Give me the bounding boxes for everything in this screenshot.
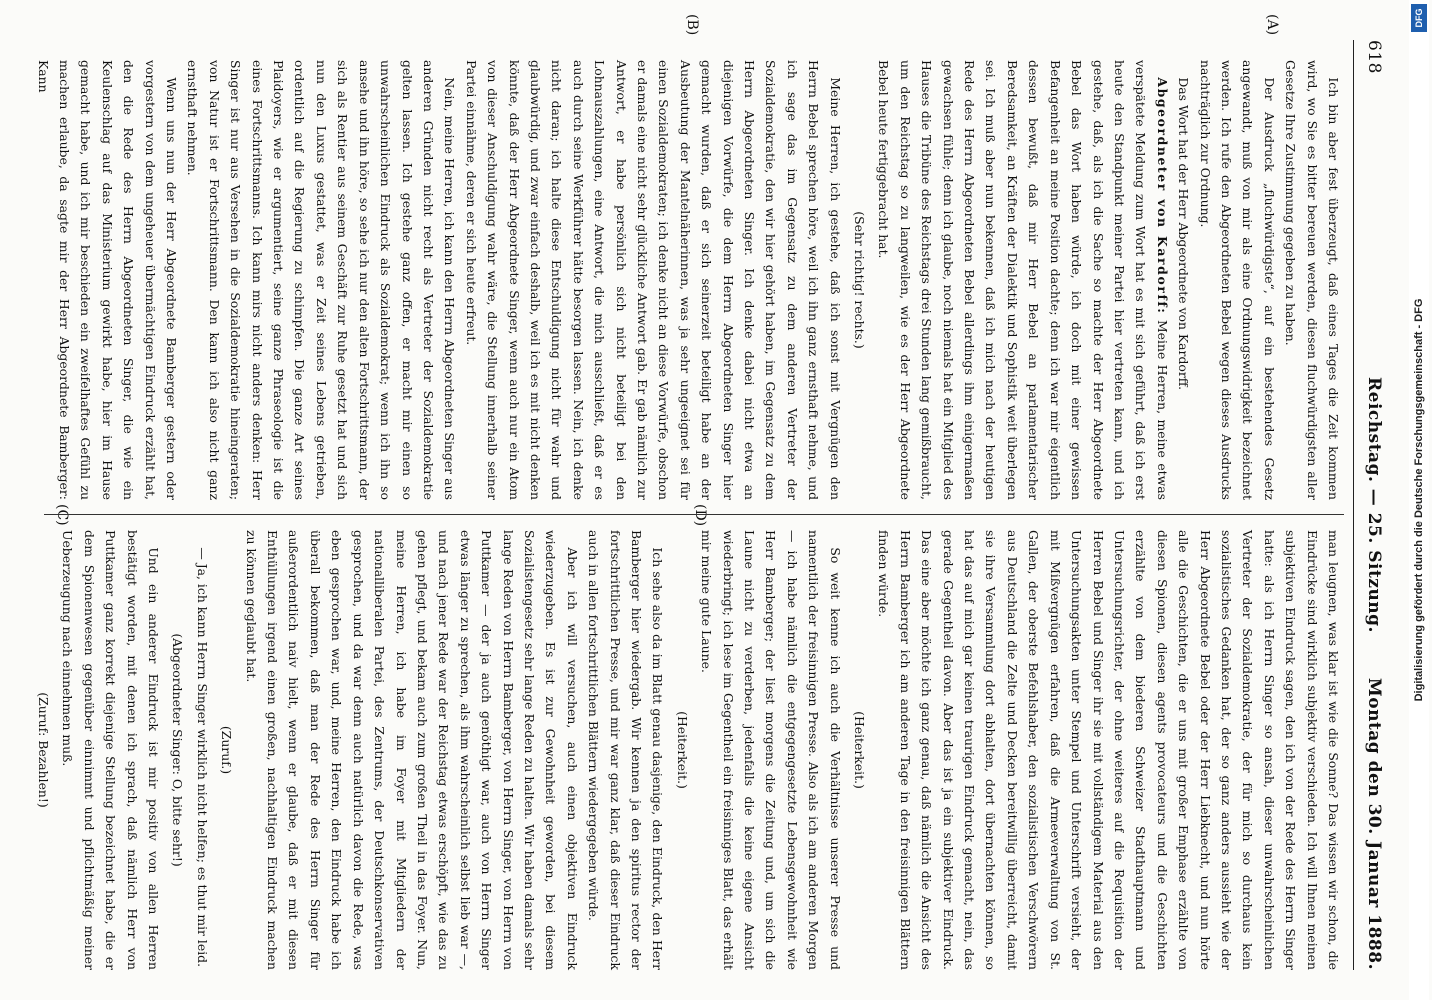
interjection: (Heiterkeit.) [852,711,868,789]
page-header [1353,40,1390,970]
speech-text: Meine Herren, meine etwas verspätete Meldung zum Wort hat es mit sich geführt, daß ich erst heute den Standpunkt meiner Partei hier vertreten kann, und ich gestehe, daß, als ich die Sache so machte der Herr Abgeordnete Bebel das Wort haben würde, ich doch mit einer gewissen Befangenheit an meine Position dachte; denn ich war mir eigentlich dessen bewußt, daß mir Herr Bebel an parlamentarischer Beredsamkeit, an Kräften der Dialektik und Sophistik weit überlegen sei. Ich muß aber nun bekennen, daß ich mich nach der heutigen Rede des Herrn Abgeordneten Bebel allerdings ihm einigermaßen gewachsen fühle; denn ich glaube, noch niemals hat ein Mitglied des Hauses die Tribüne des Reichstags drei Stunden lang gemißbraucht, um den Reichstag so zu langweilen, wie es der Herr Abgeordnete Bebel heute fertiggebracht hat. [876,60,1170,500]
digitization-credit: Digitalisierung gefördert durch die Deutsche Forschungsgemeinschaft - DFG [1413,298,1425,702]
paragraph: man leugnen, was klar ist wie die Sonne? Das wissen wir schon, die Eindrücke sind wirklich subjektiv verschieden. Ich will Ihnen meinen subjektiven Eindruck sagen, den ich von der Rede des Herrn Singer hatte: als ich Herrn Singer so ansah, dieser unwahrscheinlichen Vertreter der Sozialdemokratie, der für mich so durchaus kein sozialistisches Gedanken hat, der so ganz anders aussieht wie der Herr Abgeordnete Bebel oder der Herr Liebknecht, und nun hörte alle die Geschichten, die er uns mit großer Emphase erzählte von diesen Spionen, diesen agents provocateurs und die Geschichten erzählte von dem biederen Schweizer Stadthauptmann und Untersuchungsrichter, der ohne weiteres auf die Requisition der Herren Bebel und Singer ihr sie mit vollständigem Material aus den Untersuchungsakten unter Stempel und Unterschrift versieht, der mit Mißvergnügen erfahren, daß die Armeeverwaltung von St. Gallen, der oberste Befehlshaber, den sozialistischen Verschwörern aus Deutschland die Zelte und Decken bereitwillig überreicht, damit sie ihre Versammlung dort abhalten, dort übernachten können, so hat das auf mich gar keinen traurigen Eindruck gemacht, nein, das gerade Gegentheil davon. Aber das ist ja ein subjektiver Eindruck. Das eine aber möchte ich ganz genau, daß nämlich die Ansicht des Herrn Bamberger ich am anderen Tage in den freisinnigen Blättern finden würde. [876,530,1341,970]
dfg-logo [1411,4,1427,32]
paragraph: Meine Herren, ich gestehe, daß ich sonst mit Vergnügen den Herrn Bebel sprechen höre, weil ich ihn ganz ernsthaft nehme, und ich sage das im Gegensatz zu dem anderen Vertreter der Sozialdemokratie, den wir hier gehört haben, im Gegensatz zu dem Herrn Abgeordneten Singer. Ich denke dabei nicht etwa an diejenigen Vorwürfe, die dem Herrn Abgeordneten Singer hier gemacht wurden, daß er sich seinerzeit beteiligt habe an der Ausbeutung der Mantelnäherinnen, was ja sehr ungeeignet sei für einen Sozialdemokraten; ich denke nicht an diese Vorwürfe, obschon er damals eine nicht sehr glückliche Antwort gab. Er gab nämlich zur Antwort, er habe persönlich sich nicht beteiligt bei den Lohnauszahlungen, eine Antwort, die mich ausschließt, daß er es auch durch seine Werkführer hätte besorgen lassen. Nein, ich denke nicht daran; ich halte diese Entschuldigung nicht für wahr und glaubwürdig, und zwar einfach deshalb, weil ich es mit nicht denken könnte, daß der Herr Abgeordnete Singer, wenn auch nur ein Atom von dieser Anschuldigung wahr wäre, die Stellung innerhalb seiner Partei einnähme, deren er sich heute erfreut. [463,60,843,500]
digitization-credit-strip [1409,0,1429,1000]
interjection: (Sehr richtig! rechts.) [852,211,868,349]
speaker-name: Abgeordneter von Kardorff: [1154,77,1170,315]
speaker-paragraph [873,60,1173,500]
right-text-column [36,530,1344,970]
margin-label-d: (D) [692,504,708,527]
interjection: (Zuruf.) [219,725,235,775]
paragraph: Der Ausdruck „fluchwürdigste“, auf ein bestehendes Gesetz angewandt, muß von mir als eine Ordnungswidrigkeit bezeichnet werden. Ich rufe den Abgeordneten Bebel wegen dieses Ausdrucks nachträglich zur Ordnung. [1197,60,1277,500]
session-date: Montag den 30. Januar 1888. [1364,677,1384,970]
column-divider [44,514,1344,515]
paragraph: — Ja, ich kann Herrn Singer wirklich nicht helfen; es thut mir leid. [194,547,210,968]
interjection: (Abgeordneter Singer: O, bitte sehr!) [170,633,186,867]
interjection: (Heiterkeit.) [674,711,690,789]
paragraph: Wenn uns nun der Herr Abgeordnete Bamberger gestern oder vorgestern von dem ungeheuer übermächtigen Eindruck erzählt hat, den die Rede des Herrn Abgeordneten Singer, die wie ein Keulenschlag auf das Ministerium gewirkt habe, hier im Hause gemacht habe, und ich mir beschieden ein zweifelhaftes Gefühl zu machen erlaube, da sagte mir der Herr Abgeordnete Bamberger: Kann [35,60,180,500]
session-title: Reichstag. — 25. Sitzung. [1364,377,1384,633]
interjection: (Zuruf: Bezahlen!) [36,692,52,808]
left-text-column [35,60,1344,500]
paragraph: Das Wort hat der Herr Abgeordnete von Kardorff. [1176,77,1192,391]
paragraph: Aber ich will versuchen, auch einen objektiven Eindruck wiederzugeben. Es ist zur Gewohnheit geworden, bei diesem Sozialistengesetz sehr lange Reden zu halten. Wir haben damals sehr lange Reden von Herrn Bamberger, von Herrn Singer, von Herrn von Puttkamer — der ja auch genöthigt war, auch von Herrn Singer etwas länger zu sprechen, als ihm wahrscheinlich selbst lieb war —, und nach jener Rede war der Reichstag etwas erschöpft, wie das zu gehen pflegt, und bekam auch zum großen Theil in das Foyer. Nun, meine Herren, ich habe im Foyer mit Mitgliedern der nationalliberalen Partei, des Zentrums, der Deutschkonservativen gesprochen, und da war denn auch natürlich davon die Rede, was eben gesprochen war, und, meine Herren, den Eindruck habe ich überall bekommen, daß man der Rede des Herrn Singer für außerordentlich naiv hielt, wenn er glaube, daß er mit diesen Enthüllungen irgend einen großen, nachhaltigen Eindruck machen zu können geglaubt hat. [243,530,580,970]
dfg-logo-text: DFG [1414,8,1424,28]
paragraph: Nein, meine Herren, ich kann den Herrn Abgeordneten Singer aus anderen Gründen nicht recht als Vertreter der Sozialdemokratie gelten lassen. Ich gestehe ganz offen, er macht mir einen so unwahrscheinlichen Eindruck als Sozialdemokrat; wenn ich ihn so ansehe und ihn höre, so sehe ich nur den alten Fortschrittsmann, der sich als Rentier aus seinem Geschäft zur Ruhe gesetzt hat und sich nun den Luxus gestattet, was er Zeit seines Lebens getrieben, ordentlich auf die Regierung zu schimpfen. Die ganze Art seines Plaidoyers, wie er argumentiert, seine ganze Phraseologie ist die eines Fortschrittsmanns. Ich kann mirs nicht anders denken: Herr Singer ist nur aus Versehen in die Sozialdemokratie hineingeraten; von Natur ist er Fortschrittsmann. Den kann ich also nicht ganz ernsthaft nehmen. [185,60,458,500]
margin-label-a: (A) [1264,14,1280,36]
paragraph: Ich bin aber fest überzeugt, daß eines Tages die Zeit kommen wird, wo Sie es bitter bereuen werden, diesen fluchwürdigsten aller Gesetze Ihre Zustimmung gegeben zu haben. [1283,60,1341,500]
page-number: 618 [1364,40,1384,74]
paragraph: Ich sehe also da im Blatt genau dasjenige, den Eindruck, den Herr Bamberger hier wiedergab. Wir kennen ja den spiritus rector der fortschrittlichen Presse, und mir war ganz klar, daß dieser Eindruck auch in allen fortschrittlichen Blättern wiedergegeben würde. [586,530,666,970]
paragraph: Und ein anderer Eindruck ist mir positiv von allen Herren bestätigt worden, mit denen ich sprach, daß nämlich Herr von Puttkamer ganz korrekt diejenige Stellung bezeichnet habe, die er dem Spionenwesen gegenüber einnimmt und pflichtmäßig meiner Ueberzeugung nach einnehmen muß. [60,530,162,970]
margin-label-b: (B) [684,14,700,36]
paragraph: So weit kenne ich auch die Verhältnisse unserer Presse und namentlich der freisinnigen Presse. Also als ich am anderen Morgen — ich habe nämlich die entgegengesetzte Lebensgewohnheit wie Herr Bamberger; der liest morgens die Zeitung und, um sich die Laune nicht zu verderben, jedenfalls die keine eigene Ansicht wiederbringt; ich lese im Gegentheil ein freisinniges Blatt, das erhält mir meine gute Laune. [699,530,843,970]
margin-label-c: (C) [54,504,70,526]
